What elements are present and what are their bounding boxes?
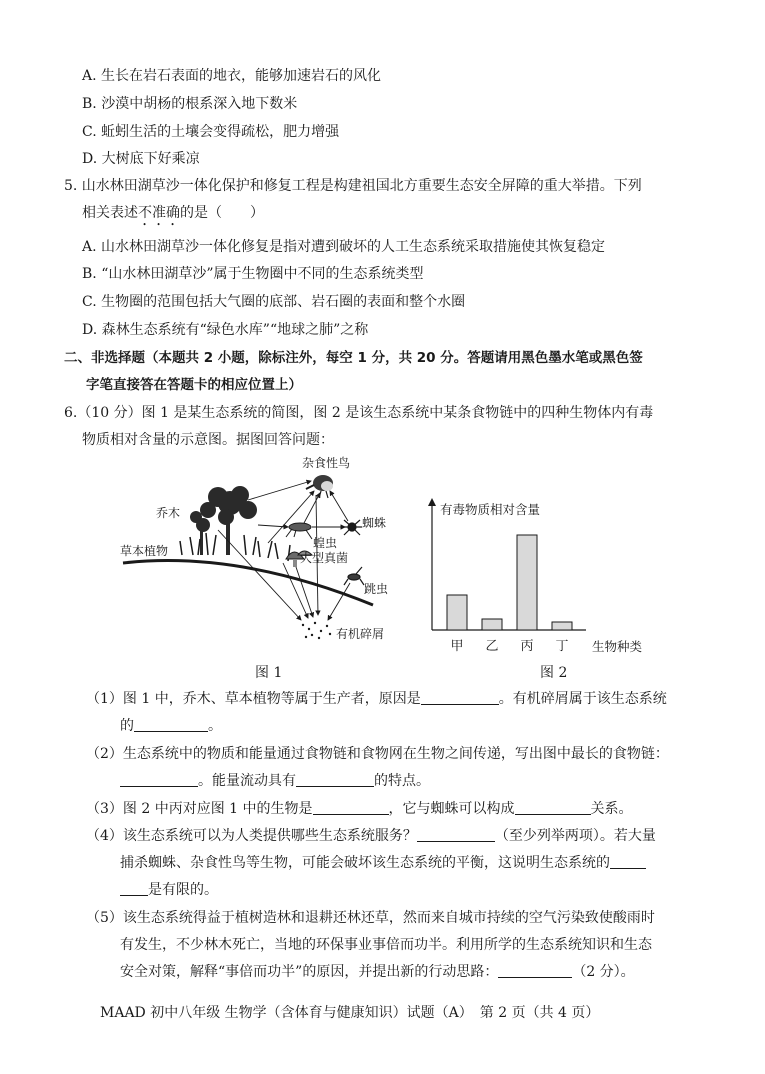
q5-option-d: D. 森林生态系统有“绿色水库”“地球之肺”之称: [82, 322, 369, 338]
q5-stem-line2: [82, 203, 264, 229]
bar-丁: [552, 622, 572, 630]
answer-blank[interactable]: [120, 772, 198, 787]
x-tick-labels: [450, 639, 568, 654]
q6-sub1-text-d: 。: [208, 718, 222, 734]
x-tick-label: 丙: [520, 639, 534, 654]
answer-blank[interactable]: [610, 854, 646, 869]
q6-sub1-text-c: 的: [120, 718, 134, 734]
x-tick-label: 乙: [485, 639, 499, 654]
q6-sub5-line3: [120, 962, 635, 982]
q6-sub4-line1: [86, 826, 656, 846]
q6-sub1-text-b: 。有机碎屑属于该生态系统: [498, 691, 667, 707]
q5-stem-line1: 5. 山水林田湖草沙一体化保护和修复工程是构建祖国北方重要生态安全屏障的重大举措。下列: [64, 178, 642, 194]
section2-title-line2: 字笔直接答在答题卡的相应位置上）: [86, 377, 302, 393]
page-footer: MAAD 初中八年级 生物学（含体育与健康知识）试题（A） 第 2 页（共 4 页）: [100, 1005, 600, 1021]
locust-icon: [286, 523, 312, 539]
answer-blank[interactable]: [120, 881, 148, 896]
q6-sub1-line1: [86, 689, 667, 709]
figure1-ecosystem-diagram: [118, 455, 418, 655]
q6-sub2-text-c: 的特点。: [374, 773, 430, 789]
x-axis-label: 生物种类: [592, 639, 643, 654]
q6-stem-line2: 物质相对含量的示意图。据图回答问题：: [82, 432, 334, 448]
q6-sub4-text-c: 捕杀蜘蛛、杂食性鸟等生物，可能会破坏该生态系统的平衡，这说明生态系统的: [120, 855, 610, 871]
answer-blank[interactable]: [313, 800, 389, 815]
bar-丙: [517, 535, 537, 630]
q5-emphasis: 不准确: [138, 205, 180, 221]
q4-option-b: B. 沙漠中胡杨的根系深入地下数米: [82, 96, 298, 112]
label-grass: 草本植物: [120, 544, 169, 558]
bar-乙: [482, 619, 502, 630]
q5-option-a: A. 山水林田湖草沙一体化修复是指对遭到破坏的人工生态系统采取措施使其恢复稳定: [82, 239, 606, 255]
q6-sub4-text-b: （至少列举两项）。若大量: [494, 828, 656, 844]
q6-sub3-text-b: ，它与蜘蛛可以构成: [388, 801, 515, 817]
q6-sub2-text-b: 。能量流动具有: [198, 773, 296, 789]
q5-stem-end: 的是（ ）: [180, 205, 264, 221]
x-tick-label: 丁: [555, 639, 569, 654]
q6-sub5-line1: （5）该生态系统得益于植树造林和退耕还林还草，然而来自城市持续的空气污染致使酸雨时: [86, 910, 655, 926]
jumping-insect-icon: [344, 567, 364, 585]
q6-sub4-text-d: 是有限的。: [148, 882, 218, 898]
answer-blank[interactable]: [296, 772, 374, 787]
q5-option-c: C. 生物圈的范围包括大气圈的底部、岩石圈的表面和整个水圈: [82, 294, 466, 310]
figure1-caption: 图 1: [255, 665, 283, 681]
spider-icon: [342, 520, 362, 535]
q6-sub4-text-a: （4）该生态系统可以为人类提供哪些生态系统服务？: [86, 828, 417, 844]
tree-icon: [190, 486, 257, 555]
q6-sub3-text-c: 关系。: [590, 801, 633, 817]
q6-sub4-line2: [120, 853, 646, 873]
y-axis-arrow: [428, 498, 436, 506]
label-fungus: 大型真菌: [300, 551, 349, 565]
bars-group: [447, 535, 572, 630]
label-jumper: 跳虫: [364, 582, 389, 596]
label-bird: 杂食性鸟: [302, 456, 351, 470]
q5-option-b: B. “山水林田湖草沙”属于生物圈中不同的生态系统类型: [82, 266, 424, 282]
q5-stem-part: 相关表述: [82, 205, 138, 221]
q6-sub3-text-a: （3）图 2 中丙对应图 1 中的生物是: [86, 801, 313, 817]
section2-title-line1: 二、非选择题（本题共 2 小题，除标注外，每空 1 分，共 20 分。答题请用黑色墨水笔或黑色签: [64, 350, 643, 366]
q6-sub5-text-c: 安全对策，解释“事倍而功半”的原因，并提出新的行动思路：: [120, 964, 499, 980]
q6-sub2-line2: [120, 771, 430, 791]
q6-sub1-text-a: （1）图 1 中，乔木、草本植物等属于生产者，原因是: [86, 691, 421, 707]
answer-blank[interactable]: [421, 690, 499, 705]
q6-stem-line1: 6.（10 分）图 1 是某生态系统的简图，图 2 是该生态系统中某条食物链中的四种生物体内有毒: [64, 405, 654, 421]
answer-blank[interactable]: [498, 963, 572, 978]
label-locust: 蝗虫: [313, 536, 338, 550]
q6-sub3-line: [86, 799, 633, 819]
bar-甲: [447, 595, 467, 630]
q4-option-c: C. 蚯蚓生活的土壤会变得疏松，肥力增强: [82, 124, 340, 140]
ground-line: [123, 561, 373, 605]
q6-sub4-line3: [120, 880, 218, 900]
answer-blank[interactable]: [417, 827, 495, 842]
q6-sub5-line2: 有发生，不少林木死亡，当地的环保事业事倍而功半。利用所学的生态系统知识和生态: [120, 937, 652, 953]
q6-sub1-line2: [120, 716, 222, 736]
answer-blank[interactable]: [515, 800, 591, 815]
y-axis-label: 有毒物质相对含量: [440, 502, 541, 517]
label-spider: 蜘蛛: [362, 516, 387, 530]
figure2-caption: 图 2: [540, 665, 568, 681]
label-detritus: 有机碎屑: [336, 627, 385, 641]
label-tree: 乔木: [156, 506, 181, 520]
q6-sub2-line1: （2）生态系统中的物质和能量通过食物链和食物网在生物之间传递，写出图中最长的食物链：: [86, 746, 669, 762]
q6-sub5-text-d: （2 分）。: [572, 964, 635, 980]
q4-option-a: A. 生长在岩石表面的地衣，能够加速岩石的风化: [82, 68, 382, 84]
answer-blank[interactable]: [134, 717, 208, 732]
detritus-icon: [302, 622, 331, 639]
x-tick-label: 甲: [450, 639, 464, 654]
q4-option-d: D. 大树底下好乘凉: [82, 151, 200, 167]
figure2-bar-chart: [420, 490, 660, 660]
